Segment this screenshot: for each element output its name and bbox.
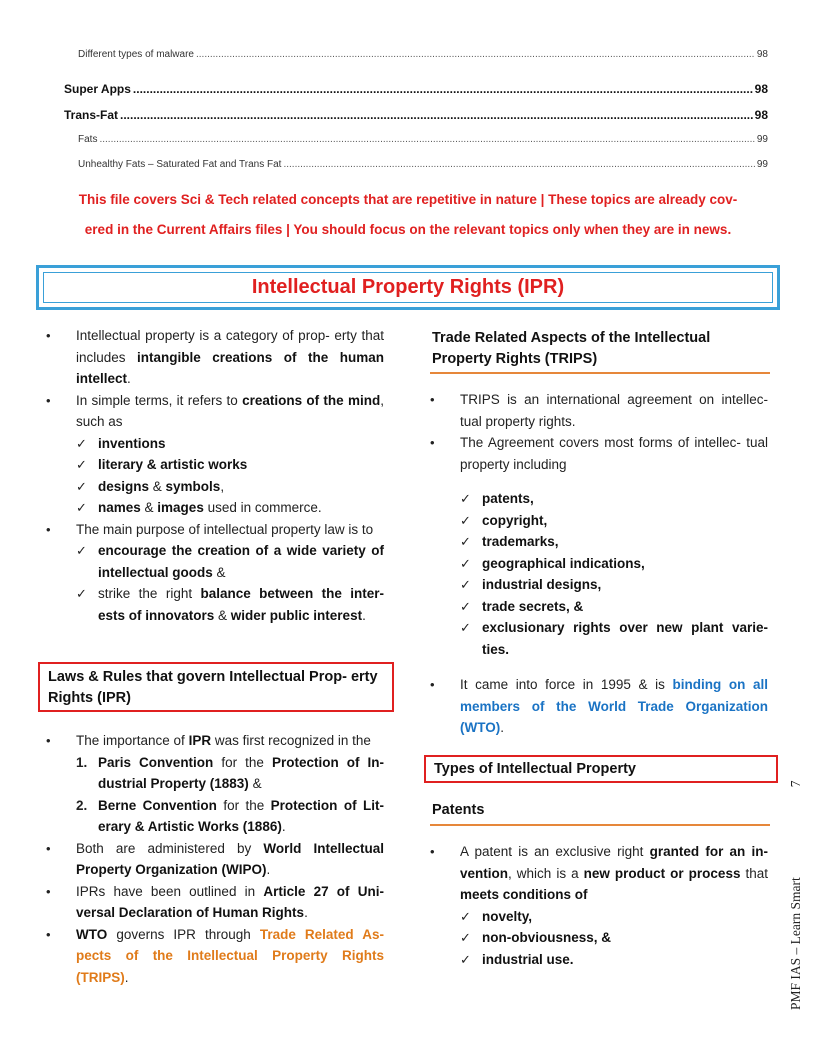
laws-heading: Laws & Rules that govern Intellectual Prop- erty Rights (IPR) <box>38 662 394 712</box>
check-icon: ✓ <box>76 500 87 515</box>
types-heading: Types of Intellectual Property <box>424 755 778 783</box>
check-icon: ✓ <box>460 577 471 592</box>
check-item: ✓ literary & artistic works <box>40 454 384 476</box>
list-item: • IPRs have been outlined in Article 27 of Uni- versal Declaration of Human Rights. <box>40 881 384 924</box>
list-item: • A patent is an exclusive right granted for an in- vention, which is a new product or process that meets conditions of <box>424 841 768 906</box>
footer-text: PMF IAS – Learn Smart <box>788 877 803 1010</box>
bullet-icon: • <box>46 926 51 942</box>
check-icon: ✓ <box>76 457 87 472</box>
list-item: • The Agreement covers most forms of intellec- tual property including <box>424 432 768 475</box>
trips-heading: Trade Related Aspects of the Intellectual Property Rights (TRIPS) <box>432 330 711 367</box>
numbered-item: 1. Paris Convention for the Protection of In- dustrial Property (1883) & <box>76 754 384 791</box>
heading-underline <box>430 824 770 826</box>
check-item: ✓ copyright, <box>424 510 768 532</box>
toc-page: 98 <box>754 82 768 96</box>
check-icon: ✓ <box>460 534 471 549</box>
check-icon: ✓ <box>76 478 87 494</box>
bullet-icon: • <box>46 328 51 343</box>
check-icon: ✓ <box>76 435 87 451</box>
check-icon: ✓ <box>76 543 87 558</box>
left-column <box>40 325 384 626</box>
toc-page: 98 <box>754 108 768 122</box>
toc-entry[interactable] <box>64 82 768 96</box>
check-item: ✓ trade secrets, & <box>424 596 768 618</box>
heading-underline <box>430 372 770 374</box>
toc-entry[interactable] <box>78 134 768 145</box>
check-icon: ✓ <box>460 491 471 506</box>
list-item: • WTO governs IPR through Trade Related As- pects of the Intellectual Property Rights (TRIPS). <box>40 924 384 989</box>
left-column-lower <box>40 730 384 988</box>
list-item: • Both are administered by World Intellectual Property Organization (WIPO). <box>40 838 384 881</box>
bullet-icon: • <box>430 435 435 450</box>
toc-page: 98 <box>756 49 768 60</box>
bullet-icon: • <box>46 392 51 408</box>
check-item: ✓ patents, <box>424 488 768 510</box>
list-item: • In simple terms, it refers to creations of the mind, such as <box>40 390 384 433</box>
toc-label: Super Apps <box>64 82 131 96</box>
toc-label: Unhealthy Fats – Saturated Fat and Trans Fat <box>78 159 282 170</box>
bullet-icon: • <box>430 844 435 859</box>
check-item: ✓ industrial designs, <box>424 574 768 596</box>
list-item: • The importance of IPR was first recognized in the <box>40 730 384 752</box>
list-item: • Intellectual property is a category of prop- erty that includes intangible creations of the human intellect. <box>40 325 384 390</box>
bullet-icon: • <box>46 733 51 748</box>
toc-entry[interactable] <box>64 108 768 122</box>
check-item: ✓ designs & symbols, <box>40 476 384 498</box>
check-item: ✓ names & images used in commerce. <box>40 497 384 519</box>
check-icon: ✓ <box>76 586 87 601</box>
check-icon: ✓ <box>460 951 471 967</box>
toc-label: Trans-Fat <box>64 108 119 122</box>
check-item: ✓ industrial use. <box>424 949 768 971</box>
check-item: ✓ inventions <box>40 433 384 455</box>
notice-line-2: ered in the Current Affairs files | You should focus on the relevant topics only when they are in news. <box>84 222 732 237</box>
check-item: ✓ encourage the creation of a wide variety of intellectual goods & <box>40 540 384 583</box>
bullet-icon: • <box>430 392 435 407</box>
check-item: ✓ geographical indications, <box>424 553 768 575</box>
check-item: ✓ non-obviousness, & <box>424 927 768 949</box>
check-icon: ✓ <box>460 930 471 945</box>
bullet-icon: • <box>46 521 51 537</box>
check-icon: ✓ <box>460 555 471 571</box>
section-banner <box>36 265 780 310</box>
right-column <box>424 389 768 739</box>
notice-line-1: This file covers Sci & Tech related concepts that are repetitive in nature | These topics are already cov- <box>78 192 738 207</box>
section-title: Intellectual Property Rights (IPR) <box>251 276 565 298</box>
bullet-icon: • <box>46 840 51 856</box>
toc-label: Different types of malware <box>78 49 194 60</box>
list-item: • TRIPS is an international agreement on intellec- tual property rights. <box>424 389 768 432</box>
check-item: ✓ trademarks, <box>424 531 768 553</box>
list-item: • The main purpose of intellectual property law is to <box>40 519 384 541</box>
bullet-icon: • <box>46 883 51 899</box>
page-footer <box>788 781 804 1011</box>
page-number: 7 <box>788 780 803 788</box>
list-item: • It came into force in 1995 & is binding on all members of the World Trade Organization (WTO). <box>424 674 768 739</box>
check-icon: ✓ <box>460 620 471 635</box>
toc-label: Fats <box>78 134 98 145</box>
check-item: ✓ novelty, <box>424 906 768 928</box>
check-icon: ✓ <box>460 598 471 614</box>
bullet-icon: • <box>430 677 435 692</box>
check-icon: ✓ <box>460 908 471 924</box>
toc-entry[interactable] <box>78 49 768 60</box>
check-icon: ✓ <box>460 512 471 528</box>
numbered-item: 2. Berne Convention for the Protection of Lit- erary & Artistic Works (1886). <box>76 797 384 834</box>
patents-heading: Patents <box>432 802 485 818</box>
toc-entry[interactable] <box>78 159 768 170</box>
toc-page: 99 <box>756 159 768 170</box>
toc-page: 99 <box>756 134 768 145</box>
check-item: ✓ exclusionary rights over new plant varie- ties. <box>424 617 768 660</box>
right-column-lower <box>424 841 768 970</box>
check-item: ✓ strike the right balance between the inter- ests of innovators & wider public interest. <box>40 583 384 626</box>
